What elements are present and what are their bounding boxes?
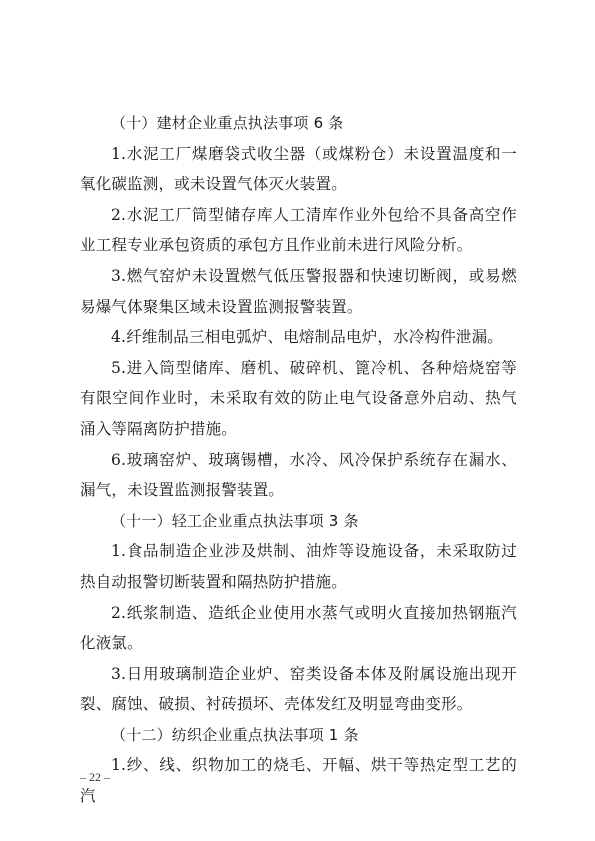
list-item: 2.水泥工厂筒型储存库人工清库作业外包给不具备高空作业工程专业承包资质的承包方且作业前未进行风险分析。 — [80, 205, 517, 255]
list-item: 3.日用玻璃制造企业炉、窑类设备本体及附属设施出现开裂、腐蚀、破损、衬砖损坏、壳体发红及明显弯曲变形。 — [80, 664, 517, 714]
section-heading-textile: （十二）纺织企业重点执法事项 1 条 — [111, 725, 359, 744]
document-body — [80, 108, 517, 812]
list-item: 1.纱、线、织物加工的烧毛、开幅、烘干等热定型工艺的汽 — [80, 756, 517, 806]
list-item: 1.水泥工厂煤磨袋式收尘器（或煤粉仓）未设置温度和一氧化碳监测，或未设置气体灭火装置。 — [80, 144, 517, 194]
page-number: – 22 – — [80, 770, 110, 784]
list-item: 2.纸浆制造、造纸企业使用水蒸气或明火直接加热钢瓶汽化液氯。 — [80, 603, 517, 653]
list-item: 5.进入筒型储库、磨机、破碎机、篦冷机、各种焙烧窑等有限空间作业时，未采取有效的防止电气设备意外启动、热气涌入等隔离防护措施。 — [80, 358, 517, 438]
list-item: 3.燃气窑炉未设置燃气低压警报器和快速切断阀，或易燃易爆气体聚集区域未设置监测报警装置。 — [80, 266, 517, 316]
section-heading-building-materials: （十）建材企业重点执法事项 6 条 — [111, 114, 344, 132]
list-item: 4.纤维制品三相电弧炉、电熔制品电炉，水冷构件泄漏。 — [111, 328, 503, 347]
list-item: 1.食品制造企业涉及烘制、油炸等设施设备，未采取防过热自动报警切断装置和隔热防护措施。 — [80, 542, 517, 591]
list-item: 6.玻璃窑炉、玻璃锡槽，水冷、风冷保护系统存在漏水、漏气，未设置监测报警装置。 — [80, 450, 517, 500]
section-heading-light-industry: （十一）轻工企业重点执法事项 3 条 — [111, 511, 359, 530]
